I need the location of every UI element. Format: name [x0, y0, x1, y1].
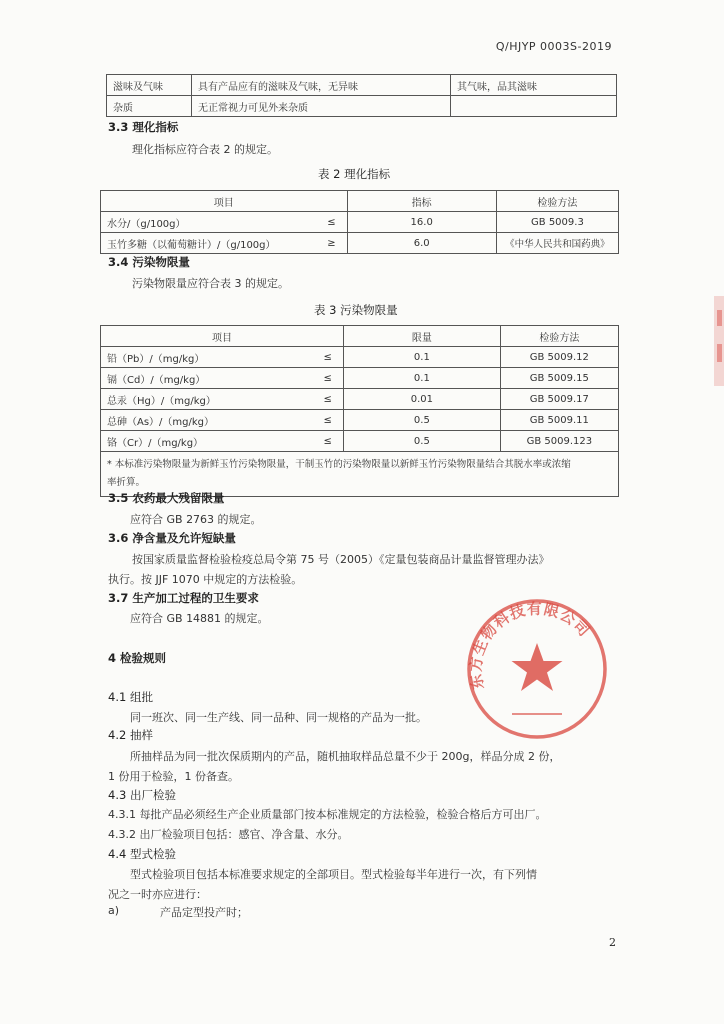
- list-item: 产品定型投产时；: [160, 906, 248, 919]
- col-header: 限量: [344, 326, 501, 347]
- section-heading: 3.7 生产加工过程的卫生要求: [108, 591, 259, 605]
- value-cell: 6.0: [347, 233, 496, 254]
- section-heading: 4.4 型式检验: [108, 847, 176, 861]
- item-cell: 滋味及气味: [107, 75, 192, 96]
- table-row: [101, 347, 619, 368]
- star-icon: [512, 643, 563, 691]
- section-heading: 4.2 抽样: [108, 728, 153, 742]
- method-cell: GB 5009.12: [500, 347, 618, 368]
- paragraph: 4.3.2 出厂检验项目包括：感官、净含量、水分。: [108, 828, 349, 841]
- method-cell: GB 5009.15: [500, 368, 618, 389]
- standard-number: Q/HJYP 0003S-2019: [495, 40, 612, 53]
- section-heading: 3.3 理化指标: [108, 120, 179, 134]
- item-cell: 铅（Pb）/（mg/kg）: [101, 347, 313, 368]
- method-cell: 《中华人民共和国药典》: [496, 233, 618, 254]
- method-cell: GB 5009.123: [500, 431, 618, 452]
- table-note-line: * 本标准污染物限量为新鲜玉竹污染物限量，干制玉竹的污染物限量以新鲜玉竹污染物限量结合其脱水率或浓缩: [107, 459, 571, 470]
- symbol-cell: ≤: [312, 368, 343, 389]
- method-cell: 其气味，品其滋味: [451, 75, 617, 96]
- seal-text: 东方生物科技有限公司: [466, 599, 594, 691]
- value-cell: 0.5: [344, 410, 501, 431]
- method-cell: GB 5009.17: [500, 389, 618, 410]
- symbol-cell: ≤: [312, 410, 343, 431]
- method-cell: GB 5009.3: [496, 212, 618, 233]
- chapter-heading: 4 检验规则: [108, 651, 167, 665]
- req-cell: 具有产品应有的滋味及气味，无异味: [192, 75, 451, 96]
- paragraph: 同一班次、同一生产线、同一品种、同一规格的产品为一批。: [130, 711, 427, 724]
- value-cell: 0.01: [344, 389, 501, 410]
- item-cell: 镉（Cd）/（mg/kg）: [101, 368, 313, 389]
- section-heading: 4.1 组批: [108, 690, 153, 704]
- value-cell: 16.0: [347, 212, 496, 233]
- item-cell: 玉竹多糖（以葡萄糖计）/（g/100g）: [101, 233, 317, 254]
- table-row: [101, 389, 619, 410]
- table-row: [101, 410, 619, 431]
- section-heading: 3.6 净含量及允许短缺量: [108, 531, 236, 545]
- col-header: 项目: [101, 326, 344, 347]
- paragraph: 况之一时亦应进行：: [108, 888, 207, 901]
- paragraph: 4.3.1 每批产品必须经生产企业质量部门按本标准规定的方法检验，检验合格后方可出厂。: [108, 808, 547, 821]
- col-header: 指标: [347, 191, 496, 212]
- paragraph: 理化指标应符合表 2 的规定。: [132, 143, 278, 156]
- physchem-table: [100, 190, 619, 254]
- table-row: [101, 368, 619, 389]
- paragraph: 污染物限量应符合表 3 的规定。: [132, 277, 289, 290]
- paragraph: 应符合 GB 2763 的规定。: [130, 513, 262, 526]
- table-header-row: [101, 191, 619, 212]
- method-cell: [451, 96, 617, 117]
- contaminant-table: [100, 325, 619, 497]
- table-row: [101, 212, 619, 233]
- list-marker: a): [108, 904, 120, 917]
- edge-seal-fragment: [708, 296, 724, 386]
- col-header: 项目: [101, 191, 348, 212]
- table-note-line: 率折算。: [107, 477, 146, 488]
- table-caption: 表 3 污染物限量: [314, 303, 398, 317]
- symbol-cell: ≥: [316, 233, 347, 254]
- table-row: [107, 75, 617, 96]
- page-number: 2: [609, 936, 616, 949]
- table-caption: 表 2 理化指标: [318, 167, 391, 181]
- section-heading: 3.5 农药最大残留限量: [108, 491, 225, 505]
- item-cell: 总汞（Hg）/（mg/kg）: [101, 389, 313, 410]
- table-row: [101, 233, 619, 254]
- item-cell: 总砷（As）/（mg/kg）: [101, 410, 313, 431]
- item-cell: 水分/（g/100g）: [101, 212, 317, 233]
- col-header: 检验方法: [500, 326, 618, 347]
- paragraph: 型式检验项目包括本标准要求规定的全部项目。型式检验每半年进行一次，有下列情: [130, 868, 537, 881]
- table-header-row: [101, 326, 619, 347]
- value-cell: 0.1: [344, 347, 501, 368]
- section-heading: 3.4 污染物限量: [108, 255, 190, 269]
- symbol-cell: ≤: [316, 212, 347, 233]
- symbol-cell: ≤: [312, 389, 343, 410]
- paragraph: 1 份用于检验，1 份备查。: [108, 770, 239, 783]
- paragraph: 应符合 GB 14881 的规定。: [130, 612, 269, 625]
- symbol-cell: ≤: [312, 347, 343, 368]
- col-header: 检验方法: [496, 191, 618, 212]
- symbol-cell: ≤: [312, 431, 343, 452]
- section-heading: 4.3 出厂检验: [108, 788, 176, 802]
- method-cell: GB 5009.11: [500, 410, 618, 431]
- paragraph: 按国家质量监督检验检疫总局令第 75 号（2005）《定量包装商品计量监督管理办法》: [132, 553, 550, 566]
- table-row: [101, 431, 619, 452]
- value-cell: 0.1: [344, 368, 501, 389]
- sensory-table: [106, 74, 617, 117]
- item-cell: 杂质: [107, 96, 192, 117]
- table-row: [107, 96, 617, 117]
- paragraph: 执行。按 JJF 1070 中规定的方法检验。: [108, 573, 303, 586]
- item-cell: 铬（Cr）/（mg/kg）: [101, 431, 313, 452]
- paragraph: 所抽样品为同一批次保质期内的产品，随机抽取样品总量不少于 200g，样品分成 2 份，: [130, 750, 561, 763]
- company-seal: [464, 596, 610, 742]
- req-cell: 无正常视力可见外来杂质: [192, 96, 451, 117]
- value-cell: 0.5: [344, 431, 501, 452]
